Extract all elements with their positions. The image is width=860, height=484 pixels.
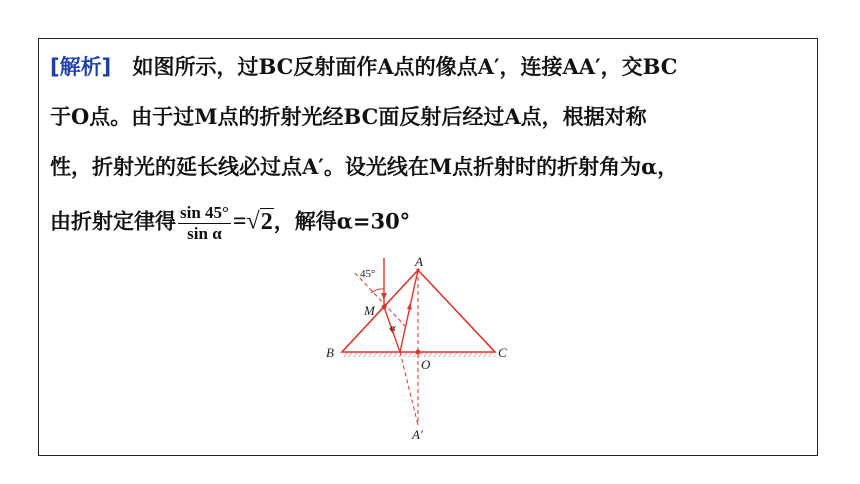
point-m bbox=[382, 305, 387, 310]
label-angle-45: 45° bbox=[360, 268, 376, 280]
label-alpha: α bbox=[390, 322, 396, 334]
reflected-arrow bbox=[407, 303, 412, 310]
solution-line-3 bbox=[50, 156, 820, 177]
label-a-prime: A′ bbox=[412, 427, 423, 442]
line-1-text: 如图所示，过BC反射面作A点的像点A′，连接AA′，交BC bbox=[132, 54, 678, 79]
fraction-numerator: sin 45° bbox=[180, 203, 229, 222]
point-o bbox=[416, 350, 421, 355]
line-4-prefix: 由折射定律得 bbox=[50, 208, 176, 234]
equals-sign: = bbox=[232, 208, 247, 235]
solution-line-2 bbox=[50, 106, 820, 127]
label-o: O bbox=[421, 357, 431, 372]
incident-arrow bbox=[381, 293, 387, 300]
sqrt-radicand: 2 bbox=[260, 208, 273, 235]
normal-at-m bbox=[355, 273, 406, 327]
fraction-denominator: sin α bbox=[187, 223, 222, 243]
extension-to-a-prime bbox=[400, 352, 418, 425]
reflected-ray bbox=[400, 270, 418, 352]
line-4-suffix: ，解得α=30° bbox=[273, 208, 411, 234]
sine-fraction bbox=[178, 203, 231, 243]
label-m: M bbox=[364, 303, 375, 318]
prism-reflection-diagram bbox=[320, 255, 520, 445]
angle-45-arc bbox=[371, 289, 384, 293]
label-c: C bbox=[498, 345, 507, 360]
solution-tag: [解析] bbox=[50, 55, 112, 79]
solution-line-4 bbox=[50, 203, 820, 243]
line-2-text: 于O点。由于过M点的折射光经BC面反射后经过A点，根据对称 bbox=[50, 104, 647, 129]
label-b: B bbox=[326, 345, 334, 360]
sqrt-expression: √2 bbox=[246, 208, 273, 235]
label-a: A bbox=[415, 255, 423, 269]
solution-line-1 bbox=[50, 56, 820, 78]
line-3-text: 性，折射光的延长线必过点A′。设光线在M点折射时的折射角为α， bbox=[50, 154, 679, 179]
